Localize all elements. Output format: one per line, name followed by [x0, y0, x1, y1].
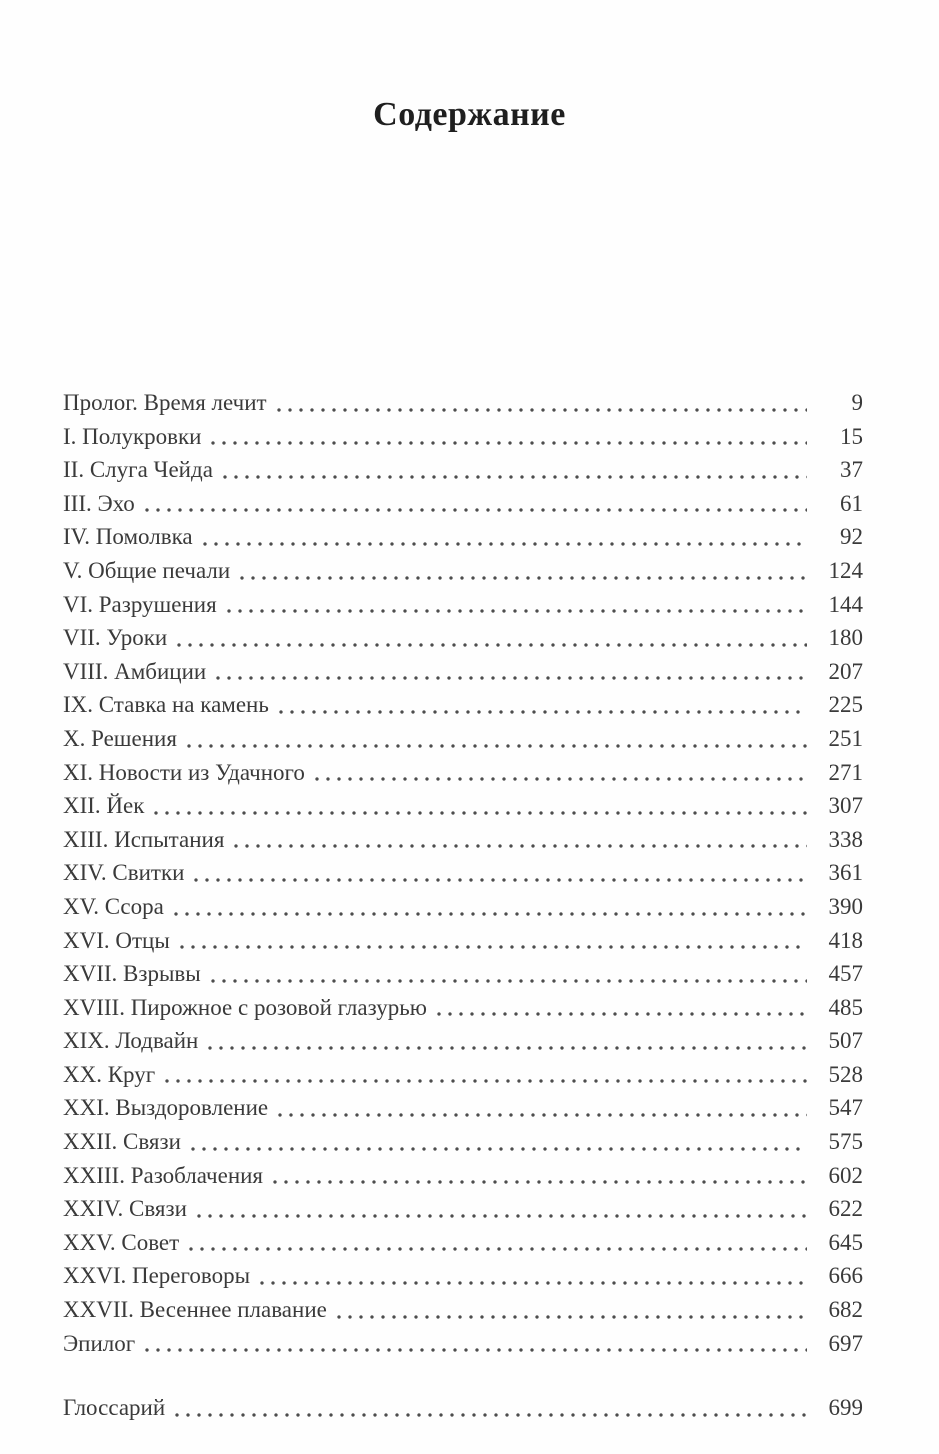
toc-entry — [63, 688, 863, 722]
dot-leader — [180, 944, 807, 950]
toc-entry-page: 144 — [828, 591, 863, 617]
dot-leader — [227, 608, 807, 614]
toc-entry-page: 37 — [840, 457, 863, 483]
toc-entry-title: VI. Разрушения — [63, 591, 217, 617]
toc-entry — [63, 420, 863, 454]
toc-entry-page: 251 — [828, 725, 863, 751]
toc-entry — [63, 823, 863, 857]
toc-entry-title: V. Общие печали — [63, 557, 231, 583]
toc-entry — [63, 655, 863, 689]
toc-list — [63, 386, 863, 1425]
toc-entry-page: 124 — [828, 557, 863, 583]
toc-entry — [63, 1391, 863, 1425]
dot-leader — [211, 978, 807, 984]
toc-entry-page: 361 — [828, 860, 863, 886]
toc-entry-title: XII. Йек — [63, 793, 145, 819]
toc-entry-title: XXVI. Переговоры — [63, 1263, 251, 1289]
dot-leader — [437, 1011, 807, 1017]
toc-entry-page: 307 — [828, 793, 863, 819]
toc-entry-title: XIX. Лодвайн — [63, 1028, 199, 1054]
toc-entry-title: XVII. Взрывы — [63, 961, 201, 987]
toc-entry-title: XV. Ссора — [63, 893, 164, 919]
dot-leader — [216, 675, 807, 681]
toc-entry — [63, 453, 863, 487]
toc-entry-title: Глоссарий — [63, 1395, 166, 1421]
toc-entry — [63, 1024, 863, 1058]
dot-leader — [177, 642, 807, 648]
toc-entry-title: XIII. Испытания — [63, 826, 225, 852]
dot-leader — [260, 1280, 807, 1286]
toc-entry-title: XXI. Выздоровление — [63, 1095, 269, 1121]
dot-leader — [279, 709, 807, 715]
toc-entry — [63, 386, 863, 420]
toc-entry-page: 547 — [828, 1095, 863, 1121]
toc-entry-page: 9 — [851, 390, 863, 415]
toc-entry — [63, 1192, 863, 1226]
toc-entry-title: IV. Помолвка — [63, 524, 193, 550]
toc-entry-page: 61 — [840, 490, 863, 516]
toc-entry-title: XX. Круг — [63, 1061, 156, 1087]
dot-leader — [234, 843, 807, 849]
dot-leader — [277, 407, 807, 413]
toc-entry-title: XI. Новости из Удачного — [63, 759, 305, 785]
dot-leader — [154, 810, 807, 816]
toc-entry — [63, 957, 863, 991]
toc-entry-page: 457 — [828, 961, 863, 987]
toc-entry-title: XXIII. Разоблачения — [63, 1162, 264, 1188]
toc-entry — [63, 789, 863, 823]
toc-entry — [63, 1159, 863, 1193]
toc-entry — [63, 487, 863, 521]
toc-entry — [63, 1293, 863, 1327]
dot-leader — [278, 1112, 807, 1118]
dot-leader — [211, 440, 807, 446]
page-title: Содержание — [373, 96, 566, 133]
toc-entry-title: II. Слуга Чейда — [63, 457, 213, 483]
toc-entry — [63, 890, 863, 924]
toc-entry-title: VII. Уроки — [63, 625, 168, 651]
toc-entry-page: 225 — [828, 692, 863, 718]
toc-entry-page: 338 — [828, 826, 863, 852]
dot-leader — [240, 575, 807, 581]
toc-entry-page: 666 — [828, 1263, 863, 1289]
toc-entry — [63, 621, 863, 655]
toc-entry-page: 485 — [828, 994, 863, 1020]
toc-entry-page: 418 — [828, 927, 863, 953]
toc-entry — [63, 1058, 863, 1092]
toc-entry — [63, 1091, 863, 1125]
toc-entry-title: Эпилог — [63, 1330, 136, 1356]
toc-entry-title: XXIV. Связи — [63, 1196, 187, 1222]
toc-entry — [63, 1259, 863, 1293]
dot-leader — [223, 474, 807, 480]
toc-entry-title: XXV. Совет — [63, 1229, 180, 1255]
toc-entry-page: 682 — [828, 1297, 863, 1323]
dot-leader — [208, 1045, 807, 1051]
toc-entry-page: 271 — [828, 759, 863, 785]
toc-entry — [63, 1125, 863, 1159]
dot-leader — [273, 1179, 807, 1185]
toc-entry — [63, 520, 863, 554]
toc-entry-title: XVI. Отцы — [63, 927, 170, 953]
toc-entry-title: Пролог. Время лечит — [63, 390, 267, 415]
dot-leader — [175, 1412, 807, 1418]
toc-entry-page: 645 — [828, 1229, 863, 1255]
dot-leader — [315, 776, 807, 782]
toc-entry — [63, 856, 863, 890]
dot-leader — [337, 1314, 807, 1320]
toc-entry — [63, 554, 863, 588]
toc-entry-title: X. Решения — [63, 725, 177, 751]
toc-entry-page: 390 — [828, 893, 863, 919]
toc-entry — [63, 588, 863, 622]
dot-leader — [189, 1246, 807, 1252]
toc-entry-page: 528 — [828, 1061, 863, 1087]
toc-entry-page: 180 — [828, 625, 863, 651]
toc-entry — [63, 756, 863, 790]
toc-entry-title: XVIII. Пирожное с розовой глазурью — [63, 994, 427, 1020]
dot-leader — [194, 877, 807, 883]
toc-entry-page: 602 — [828, 1162, 863, 1188]
toc-entry-page: 622 — [828, 1196, 863, 1222]
toc-entry-page: 699 — [828, 1395, 863, 1421]
toc-entry — [63, 722, 863, 756]
toc-entry-title: XXII. Связи — [63, 1129, 181, 1155]
toc-entry — [63, 1327, 863, 1361]
toc-entry-page: 15 — [840, 423, 863, 449]
toc-entry — [63, 924, 863, 958]
dot-leader — [174, 911, 807, 917]
toc-entry-page: 507 — [828, 1028, 863, 1054]
dot-leader — [145, 1347, 807, 1353]
toc-entry-page: 575 — [828, 1129, 863, 1155]
dot-leader — [165, 1078, 807, 1084]
toc-entry-title: III. Эхо — [63, 490, 135, 516]
toc-entry — [63, 1226, 863, 1260]
dot-leader — [191, 1146, 807, 1152]
toc-entry-title: XIV. Свитки — [63, 860, 185, 886]
toc-entry-page: 697 — [828, 1330, 863, 1356]
toc-entry-title: XXVII. Весеннее плавание — [63, 1297, 327, 1323]
dot-leader — [203, 541, 807, 547]
dot-leader — [197, 1213, 807, 1219]
dot-leader — [187, 743, 807, 749]
dot-leader — [145, 507, 807, 513]
toc-entry-title: I. Полукровки — [63, 423, 202, 449]
toc-entry-title: VIII. Амбиции — [63, 658, 207, 684]
toc-entry-title: IX. Ставка на камень — [63, 692, 269, 718]
toc-entry-page: 207 — [828, 658, 863, 684]
toc-entry-page: 92 — [840, 524, 863, 550]
toc-entry — [63, 991, 863, 1025]
